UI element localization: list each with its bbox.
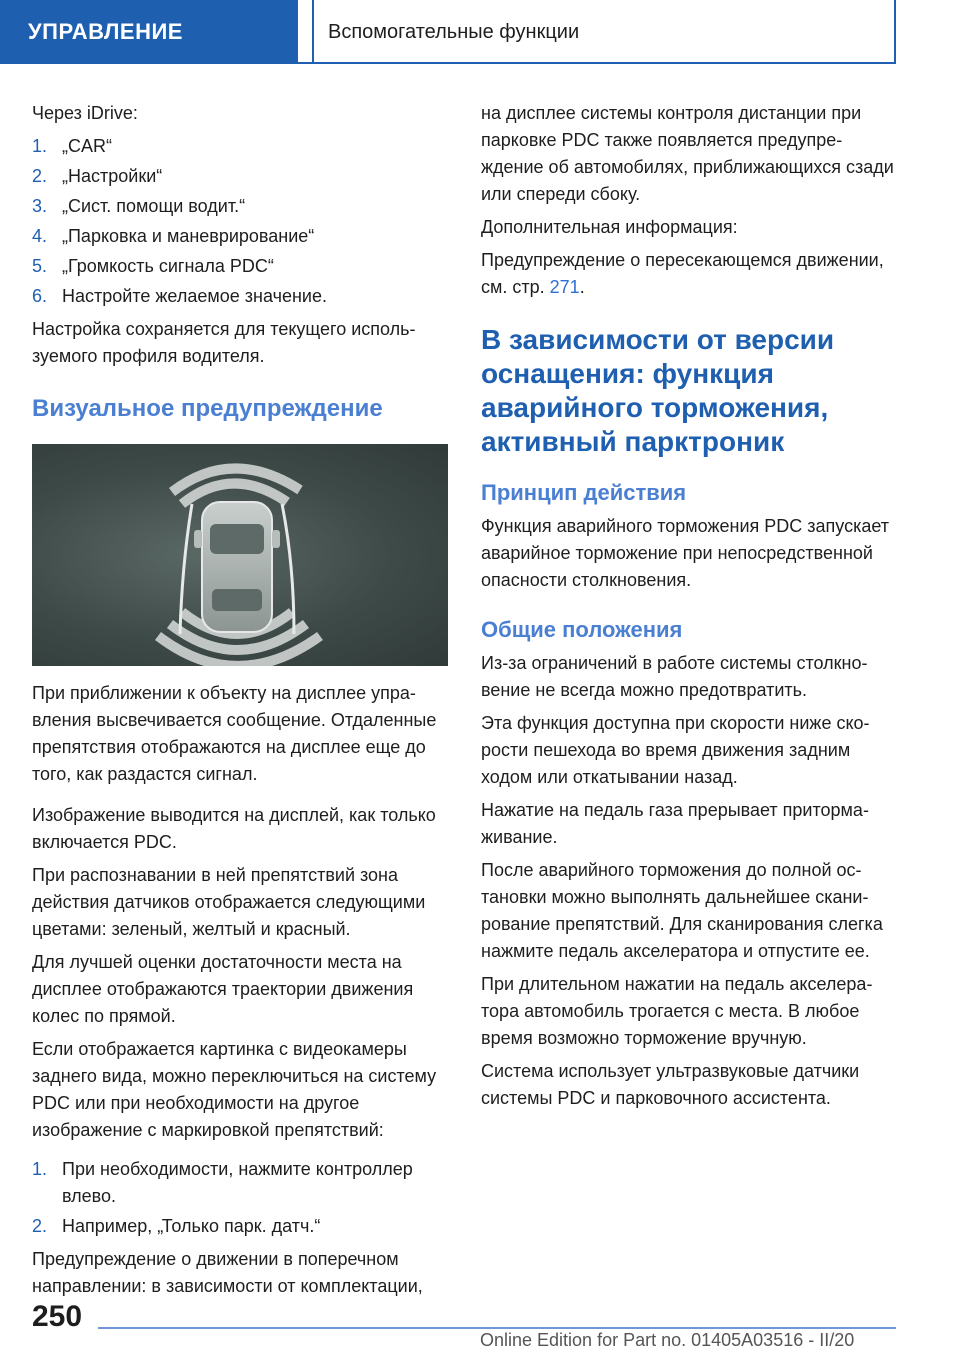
list-number: 4.: [32, 226, 48, 246]
list-number: 1.: [32, 136, 48, 156]
page-link-271[interactable]: 271: [549, 277, 580, 297]
paragraph-speed: Эта функция доступна при скорости ниже скорости пешехода во время движения задним ходом или откатывании назад.: [481, 713, 870, 787]
heading-principle: Принцип действия: [481, 480, 687, 505]
list-item: [32, 133, 452, 160]
heading-emergency-braking: В зависимости от версии оснащения: функция аварийного торможения, активный парктроник: [481, 324, 835, 457]
left-column: [32, 100, 452, 1306]
heading-visual-warning: Визуальное предупреждение: [32, 395, 383, 422]
list-number: 5.: [32, 256, 48, 276]
section-tab: УПРАВЛЕНИЕ: [0, 0, 298, 64]
list-number: 3.: [32, 196, 48, 216]
paragraph-approach: При приближении к объекту на дисплее управления высвечивается сообщение. Отдаленные препятствия отображаются на дисплее еще до того, как раздастся сигнал.: [32, 683, 437, 784]
reference-end: .: [579, 277, 585, 297]
list-text: „Сист. помощи водит.“: [62, 196, 246, 216]
footer-divider: [98, 1327, 896, 1329]
paragraph-pdc-warning: на дисплее системы контроля дистанции при парковке PDC также появляется предупреждение об автомобилях, приближающихся сзади или спереди сбоку.: [481, 103, 894, 204]
list-item: [32, 253, 452, 280]
paragraph-display-on: Изображение выводится на дисплей, как только включается PDC.: [32, 805, 436, 852]
paragraph-colors: При распознавании в ней препятствий зона действия датчиков отображается следующими цветами: зеленый, желтый и красный.: [32, 865, 426, 939]
list-text: „Настройки“: [62, 166, 163, 186]
list-number: 1.: [32, 1159, 48, 1179]
list-item: [32, 223, 452, 250]
list-number: 2.: [32, 166, 48, 186]
pdc-display-image: [32, 444, 448, 666]
list-text: „Громкость сигнала PDC“: [62, 256, 274, 276]
list-item: [32, 1156, 452, 1210]
paragraph-more-info: Дополнительная информация:: [481, 217, 738, 237]
idrive-steps: [32, 133, 452, 310]
list-text: При необходимости, нажмите контроллер влево.: [62, 1159, 413, 1206]
list-item: [32, 283, 452, 310]
right-column: [481, 100, 895, 1118]
paragraph-limits: Из-за ограничений в работе системы столкновение не всегда можно предотвратить.: [481, 653, 868, 700]
page-title: [312, 0, 896, 64]
intro-text: Через iDrive:: [32, 103, 138, 123]
reference-text: Предупреждение о пересекающемся движении, см. стр.: [481, 250, 884, 297]
page-title-text: Вспомогательные функции: [328, 20, 580, 43]
saved-note: Настройка сохраняется для текущего используемого профиля водителя.: [32, 319, 416, 366]
list-text: „CAR“: [62, 136, 112, 156]
paragraph-cross-traffic: Предупреждение о движении в поперечном направлении: в зависимости от комплектации,: [32, 1249, 423, 1296]
list-item: [32, 1213, 452, 1240]
paragraph-sensors: Система использует ультразвуковые датчики системы PDC и парковочного ассистента.: [481, 1061, 860, 1108]
car-sensor-illustration: [32, 444, 448, 666]
switch-steps: [32, 1156, 452, 1240]
paragraph-long-press: При длительном нажатии на педаль акселератора автомобиль трогается с места. В любое время возможно торможение вручную.: [481, 974, 873, 1048]
list-number: 2.: [32, 1216, 48, 1236]
paragraph-trajectories: Для лучшей оценки достаточности места на дисплее отображаются траектории движения колес по прямой.: [32, 952, 414, 1026]
edition-footer: Online Edition for Part no. 01405A03516 - II/20: [480, 1330, 855, 1350]
paragraph-principle: Функция аварийного торможения PDC запускает аварийное торможение при непосредственной опасности столкновения.: [481, 516, 890, 590]
page-number: 250: [32, 1300, 83, 1333]
paragraph-after-stop: После аварийного торможения до полной остановки можно выполнять дальнейшее сканирование препятствий. Для сканирования слегка нажмите педаль акселератора и отпустите ее.: [481, 860, 883, 961]
list-item: [32, 193, 452, 220]
paragraph-camera: Если отображается картинка с видеокамеры заднего вида, можно переключиться на систему PDC или при необходимости на другое изображение с маркировкой препятствий:: [32, 1039, 437, 1140]
list-number: 6.: [32, 286, 48, 306]
list-text: „Парковка и маневрирование“: [62, 226, 315, 246]
list-text: Например, „Только парк. датч.“: [62, 1216, 321, 1236]
list-item: [32, 163, 452, 190]
list-text: Настройте желаемое значение.: [62, 286, 327, 306]
heading-general: Общие положения: [481, 617, 683, 642]
paragraph-reference: [481, 247, 895, 301]
paragraph-gas-pedal: Нажатие на педаль газа прерывает притормаживание.: [481, 800, 869, 847]
